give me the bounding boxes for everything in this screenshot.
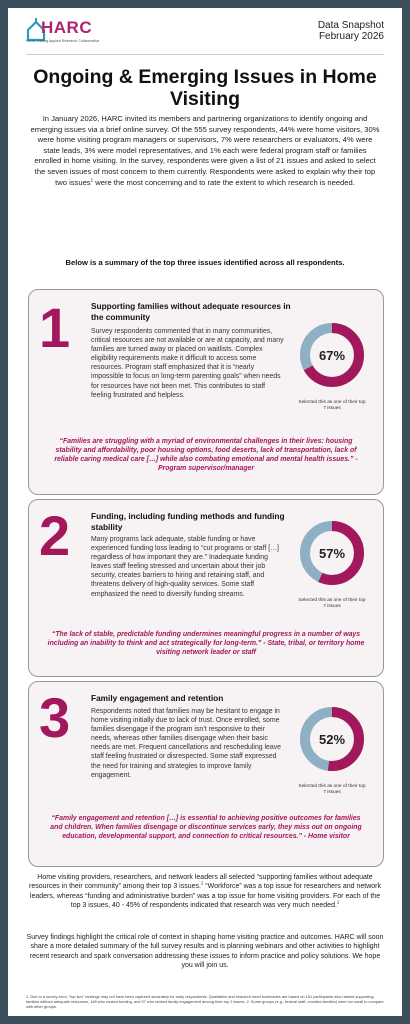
issue-body: Survey respondents commented that in many communities, critical resources are not available or are at capacity, and many families are turned away or placed on waitlists. Complex eligibility requirements make it difficult to access some resources. Program staff emphasized that it is “nearly impossible to focus on long-term parenting goals” when needs for resources have not been met. This contributes to staff feeling frustrated and helpless. <box>91 328 284 399</box>
percent-donut-chart <box>297 704 367 774</box>
issue-card-3 <box>28 681 384 867</box>
closing-paragraph-2: Survey findings highlight the critical role of context in shaping home visiting practice and outcomes. HARC will soon share a more detailed summary of the full survey results and is planning webinars and other activities to highlight recent research and spark conversation addressing these issues to inform practice and policy solutions. We hope you will join us. <box>26 934 384 970</box>
percent-donut-chart <box>297 518 367 588</box>
snapshot-date: February 2026 <box>318 31 384 42</box>
quote-attribution: - Program supervisor/manager <box>157 456 358 472</box>
data-snapshot-page <box>8 8 402 1016</box>
issue-title: Funding, including funding methods and funding stability <box>91 511 285 532</box>
quote-text: “Families are struggling with a myriad of environmental challenges in their lives: housing stability and affordability, poor housing options, food deserts, lack of transportation, lack of reliable caring medical care […] while also combating emotional and mental health issues.” <box>54 438 357 463</box>
donut-percent-label: 52% <box>318 732 346 747</box>
snapshot-title: Data Snapshot <box>317 20 384 31</box>
footnotes: 1. Due to a survey error, “top two” rankings may not have been captured accurately for early respondents. Qualitative and research need summaries are based on 161 participants who ranked supporting families without adequate resources, 148 who ranked funding, and 97 who ranked family engagement among their top 2 issues. 2. Some groups (e.g., federal staff, enrolled families) were too small to compare with other groups. <box>26 994 384 1009</box>
header-divider <box>26 54 384 55</box>
issue-body: Respondents noted that families may be hesitant to engage in home visiting initially due to lack of trust. Once enrolled, some families disengage if the program isn’t responsive to their needs, whereas other families disengage when their basic needs are met. Frequent cancellations and rescheduling leave staff feeling frustrated or disrespected. Some staff expressed the need for training and strategies to improve family engagement. <box>91 708 281 779</box>
closing-footnote-ref: 2 <box>200 881 204 887</box>
intro-text: In January 2026, HARC invited its members and partnering organizations to identify ongoing and emerging issues via a brief online survey. Of the 555 survey respondents, 44% were home visitors, 30% were home visiting program managers or supervisors, 7% were researchers or evaluators, 4% were state leads, 3% were model representatives, and 1% each were federal program staff or families enrolled in home visiting. In the survey, respondents were given a list of 21 issues and asked to select the seven issues of most concern to them currently. Respondents were asked to explain why their top two issues <box>30 114 380 187</box>
quote-text: “Family engagement and retention […] is essential to achieving positive outcomes for families and children. When families disengage or discontinue services early, they miss out on ongoing education, developmental support, and connection to critical resources.” <box>50 815 362 840</box>
intro-footnote-ref: 1 <box>90 177 94 183</box>
intro-text-tail: were the most concerning and to rate the extent to which research is needed. <box>93 177 355 187</box>
logo-tagline: Home Visiting Applied Research Collaborative <box>26 39 100 43</box>
issue-number: 1 <box>39 296 71 359</box>
percent-donut-chart <box>297 320 367 390</box>
page-title: Ongoing & Emerging Issues in Home Visiting <box>33 66 377 110</box>
issue-quote <box>47 814 365 841</box>
logo-wordmark: HARC <box>41 18 93 37</box>
closing-paragraph-1 <box>26 873 384 911</box>
issue-title: Family engagement and retention <box>91 693 224 703</box>
donut-caption: Selected this as one of their top 7 issues <box>298 400 366 411</box>
issue-number: 3 <box>39 686 71 749</box>
donut-caption: Selected this as one of their top 7 issues <box>298 784 366 795</box>
issue-title: Supporting families without adequate resources in the community <box>91 301 291 322</box>
issue-body: Many programs lack adequate, stable funding or have experienced funding loss leading to “cut programs or staff […] regardless of how important they are.” Inadequate funding leaves staff feeling stressed and uncertain about their job security, creates barriers to hiring and retaining staff, and threatens delivery of high-quality services. Some staff emphasized the need to diversify funding streams. <box>91 536 279 598</box>
intro-paragraph <box>30 114 380 188</box>
summary-heading: Below is a summary of the top three issues identified across all respondents. <box>65 258 345 267</box>
issue-quote <box>47 630 365 657</box>
quote-attribution: - State, tribal, or territory home visiting network leader or staff <box>156 640 365 656</box>
quote-text: “The lack of stable, predictable funding undermines meaningful progress in a number of ways including an inability to think and act strategically for long-term.” <box>47 631 361 647</box>
issue-quote <box>47 437 365 473</box>
closing-text-cont: “Workforce” was a top issue for researchers and network leaders, whereas “funding and administrative burden” was a top issue for home visiting providers. For each of the top 3 issues, 40 - 45% of respondents indicated that research was very much needed. <box>29 883 381 910</box>
header <box>8 8 402 52</box>
closing-text: Home visiting providers, researchers, and network leaders all selected “supporting families without adequate resources in their community” among their top 3 issues. <box>29 874 373 891</box>
issue-card-2 <box>28 499 384 677</box>
donut-percent-label: 57% <box>318 546 346 561</box>
closing-footnote-ref: 1 <box>336 899 340 905</box>
issue-number: 2 <box>39 504 71 567</box>
donut-percent-label: 67% <box>318 348 346 363</box>
issue-card-1 <box>28 289 384 495</box>
snapshot-label <box>318 20 384 42</box>
quote-attribution: - Home visitor <box>303 833 350 840</box>
donut-caption: Selected this as one of their top 7 issues <box>298 598 366 609</box>
